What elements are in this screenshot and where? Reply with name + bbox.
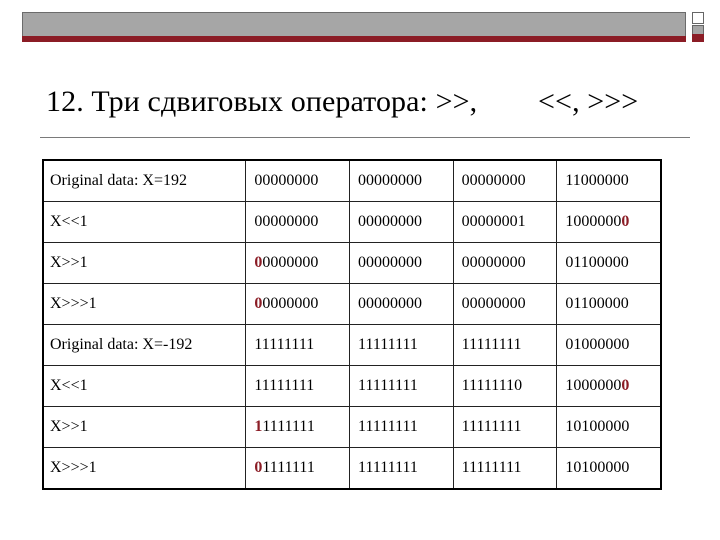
- table-row: [43, 202, 661, 243]
- byte-cell: 01111111: [246, 448, 350, 490]
- table-row: [43, 366, 661, 407]
- top-red-band: [22, 36, 686, 42]
- byte-cell: 00000000: [350, 243, 454, 284]
- byte-cell: 00000000: [350, 284, 454, 325]
- byte-cell: 00000000: [246, 284, 350, 325]
- byte-cell: 11111110: [453, 366, 557, 407]
- row-label: Original data: X=-192: [43, 325, 246, 366]
- table-row: [43, 325, 661, 366]
- byte-cell: 11111111: [453, 325, 557, 366]
- byte-cell: 11111111: [350, 325, 454, 366]
- byte-cell: 11111111: [350, 448, 454, 490]
- byte-cell: 11111111: [246, 366, 350, 407]
- row-label: X<<1: [43, 202, 246, 243]
- table-row: [43, 284, 661, 325]
- byte-cell: 11111111: [453, 448, 557, 490]
- row-label: X>>1: [43, 243, 246, 284]
- slide-title: 12. Три сдвиговых оператора: >>, <<, >>>: [46, 85, 639, 118]
- shift-operators-table: [42, 159, 662, 490]
- byte-cell: 10000000: [557, 202, 661, 243]
- byte-cell: 00000000: [453, 243, 557, 284]
- byte-cell: 00000000: [453, 284, 557, 325]
- shifted-bit: 0: [254, 295, 263, 312]
- byte-cell: 10000000: [557, 366, 661, 407]
- byte-cell: 00000000: [246, 160, 350, 202]
- row-label: X>>1: [43, 407, 246, 448]
- byte-cell: 00000000: [453, 160, 557, 202]
- corner-squares: [692, 8, 704, 42]
- byte-cell: 01000000: [557, 325, 661, 366]
- shifted-bit: 0: [621, 377, 630, 394]
- table-row: [43, 160, 661, 202]
- shifted-bit: 0: [254, 254, 263, 271]
- table-row: [43, 448, 661, 490]
- shifted-bit: 1: [254, 418, 263, 435]
- byte-cell: 00000000: [350, 160, 454, 202]
- byte-cell: 01100000: [557, 243, 661, 284]
- table-row: [43, 407, 661, 448]
- shifted-bit: 0: [254, 459, 263, 476]
- byte-cell: 10100000: [557, 407, 661, 448]
- byte-cell: 11111111: [350, 366, 454, 407]
- corner-square-white: [692, 12, 704, 24]
- byte-cell: 01100000: [557, 284, 661, 325]
- row-label: X>>>1: [43, 448, 246, 490]
- byte-cell: 11111111: [246, 325, 350, 366]
- top-grey-band: [22, 12, 686, 38]
- row-label: X<<1: [43, 366, 246, 407]
- byte-cell: 00000000: [350, 202, 454, 243]
- title-divider: [40, 137, 690, 138]
- byte-cell: 11111111: [350, 407, 454, 448]
- shifted-bit: 0: [621, 213, 630, 230]
- byte-cell: 00000000: [246, 202, 350, 243]
- byte-cell: 00000000: [246, 243, 350, 284]
- byte-cell: 11111111: [453, 407, 557, 448]
- row-label: X>>>1: [43, 284, 246, 325]
- corner-square-red: [692, 34, 704, 42]
- byte-cell: 11111111: [246, 407, 350, 448]
- byte-cell: 10100000: [557, 448, 661, 490]
- top-decoration-bar: [22, 8, 686, 42]
- byte-cell: 11000000: [557, 160, 661, 202]
- table-row: [43, 243, 661, 284]
- byte-cell: 00000001: [453, 202, 557, 243]
- row-label: Original data: X=192: [43, 160, 246, 202]
